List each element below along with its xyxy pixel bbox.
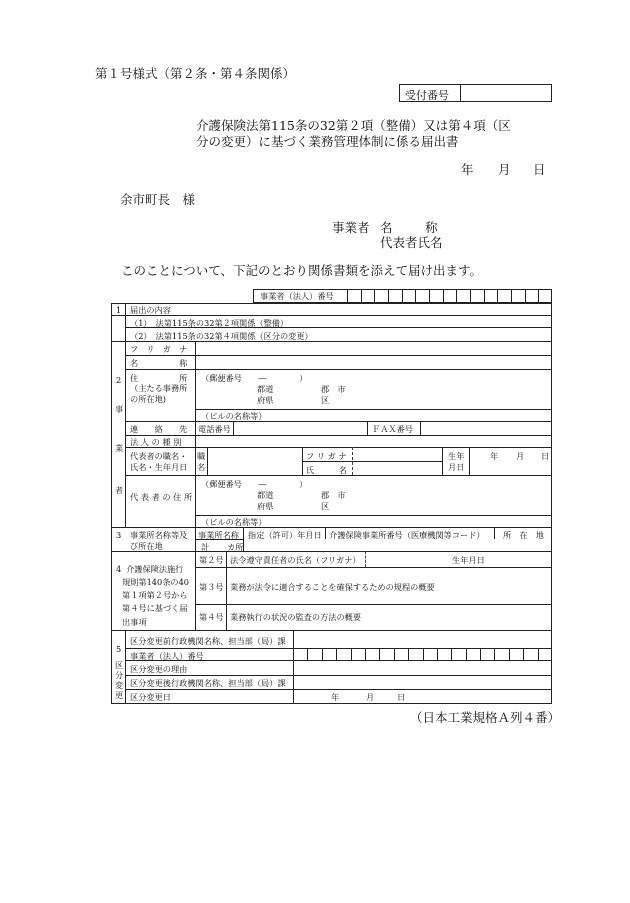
s2-gunshi: 郡 市 bbox=[321, 384, 346, 394]
s1-number: 1 bbox=[116, 305, 122, 315]
s2-corp-type-field[interactable] bbox=[196, 436, 551, 447]
digit-cell[interactable] bbox=[480, 648, 494, 660]
s2-side-3: 者 bbox=[115, 485, 124, 495]
digit-cell[interactable] bbox=[347, 289, 361, 303]
representative-label: 代表者氏名 bbox=[380, 235, 443, 250]
digit-cell[interactable] bbox=[293, 648, 307, 660]
digit-cell[interactable] bbox=[523, 648, 537, 660]
digit-cell[interactable] bbox=[470, 289, 484, 303]
digit-cell[interactable] bbox=[336, 648, 350, 660]
s2-postal[interactable]: （郵便番号 ― ） bbox=[201, 373, 308, 383]
receipt-number-label: 受付番号 bbox=[405, 89, 449, 102]
s2-name: 名 称 bbox=[130, 358, 188, 368]
operator-name-label-1: 名 bbox=[380, 220, 393, 235]
s3-designation-date: 指定（許可）年月日 bbox=[248, 530, 322, 540]
addressee: 余市町長 様 bbox=[120, 192, 196, 207]
s2-rep-postal[interactable]: （郵便番号 ― ） bbox=[201, 479, 308, 489]
s2-rep-furigana-field[interactable] bbox=[353, 448, 442, 461]
intro-text: このことについて、下記のとおり関係書類を添えて届け出ます。 bbox=[121, 263, 483, 278]
title-line-1: 介護保険法第115条の32第２項（整備）又は第４項（区 bbox=[196, 118, 511, 133]
digit-cell[interactable] bbox=[365, 648, 379, 660]
paper-standard: （日本工業規格Ａ列４番） bbox=[410, 710, 561, 725]
s4-label-3: 第１項第２号から bbox=[122, 590, 188, 600]
operator-name-label-2: 称 bbox=[425, 220, 438, 235]
s2-side-1: 事 bbox=[115, 404, 124, 414]
digit-cell[interactable] bbox=[494, 648, 508, 660]
s2-rep-name-field[interactable] bbox=[353, 462, 442, 475]
s5-date-year: 年 bbox=[331, 692, 340, 702]
s2-side-2: 業 bbox=[115, 443, 124, 453]
s3-location: 所 在 地 bbox=[503, 530, 544, 540]
s5-date-day: 日 bbox=[397, 692, 406, 702]
s3-label-l1: 事業所名称等及 bbox=[130, 530, 188, 540]
s2-birth-2: 月日 bbox=[448, 462, 465, 472]
s3-total-1: 計 bbox=[201, 542, 210, 552]
s5-side-1: 区 bbox=[115, 660, 124, 670]
digit-cell[interactable] bbox=[484, 289, 498, 303]
s5-row-4: 区分変更後行政機関名称、担当部（局）課 bbox=[130, 678, 286, 688]
title-line-2: 分の変更）に基づく業務管理体制に係る届出書 bbox=[196, 134, 459, 149]
s5-side-3: 変 bbox=[115, 680, 124, 690]
s4-label-4: 第４号に基づく届 bbox=[122, 603, 188, 613]
s2-rep-l1: 代表者の職名・ bbox=[130, 451, 188, 461]
s4-birth: 生年月日 bbox=[452, 555, 485, 565]
s2-building[interactable]: （ビルの名称等） bbox=[201, 411, 267, 421]
s4-label-5: 出事項 bbox=[122, 617, 147, 627]
s2-title-k2: 名 bbox=[197, 462, 206, 472]
s2-todo: 都道 bbox=[257, 384, 274, 394]
s2-birth-1: 生年 bbox=[448, 451, 465, 461]
digit-cell[interactable] bbox=[423, 648, 437, 660]
date-year: 年 bbox=[461, 162, 474, 177]
s2-phone-label: 電話番号 bbox=[198, 424, 231, 434]
s5-row-1: 区分変更前行政機関名称、担当部（局）課 bbox=[130, 636, 286, 646]
digit-cell[interactable] bbox=[525, 289, 539, 303]
s2-birth-month: 月 bbox=[516, 451, 525, 461]
s1-title: 届出の内容 bbox=[130, 305, 171, 315]
s2-number: 2 bbox=[116, 375, 122, 385]
digit-cell[interactable] bbox=[351, 648, 365, 660]
digit-cell[interactable] bbox=[429, 289, 443, 303]
s2-name-field[interactable] bbox=[196, 356, 551, 369]
s5-row-2: 事業者（法人）番号 bbox=[130, 651, 204, 661]
s3-number: 3 bbox=[116, 530, 122, 540]
s2-rep-address: 代 表 者 の 住 所 bbox=[130, 492, 193, 502]
digit-cell[interactable] bbox=[307, 648, 321, 660]
s2-fax-label: ＦＡＸ番号 bbox=[372, 424, 413, 434]
digit-cell[interactable] bbox=[538, 289, 552, 303]
s2-birth-year: 年 bbox=[490, 451, 499, 461]
digit-cell[interactable] bbox=[374, 289, 388, 303]
s2-fuken: 府県 bbox=[257, 395, 274, 405]
s5-number: 5 bbox=[116, 644, 122, 654]
s2-ku: 区 bbox=[321, 395, 330, 405]
s2-address-l3: の所在地) bbox=[130, 394, 166, 404]
s5-date-month: 月 bbox=[366, 692, 375, 702]
digit-cell[interactable] bbox=[511, 289, 525, 303]
s2-rep-gunshi: 郡 市 bbox=[321, 490, 346, 500]
digit-cell[interactable] bbox=[538, 648, 552, 660]
s5-side-2: 分 bbox=[115, 670, 124, 680]
digit-cell[interactable] bbox=[361, 289, 375, 303]
digit-cell[interactable] bbox=[379, 648, 393, 660]
s2-fax-field[interactable] bbox=[421, 422, 551, 435]
s5-side-4: 更 bbox=[115, 690, 124, 700]
s4-label-2: 規則第140条の40 bbox=[122, 577, 189, 587]
digit-cell[interactable] bbox=[322, 648, 336, 660]
s2-furigana-field[interactable] bbox=[196, 342, 551, 355]
digit-cell[interactable] bbox=[402, 289, 416, 303]
operator-number-label: 事業者（法人）番号 bbox=[260, 291, 334, 301]
s1-item-2[interactable]: （2） 法第115条の32第４項関係（区分の変更） bbox=[130, 331, 313, 341]
s3-total-2: カ所 bbox=[227, 542, 244, 552]
s2-furigana: フ リ ガ ナ bbox=[130, 344, 188, 354]
digit-cell[interactable] bbox=[408, 648, 422, 660]
s4-number: 4 bbox=[116, 564, 122, 574]
date-month: 月 bbox=[498, 162, 511, 177]
s4-no3-text: 業務が法令に適合することを確保するための規程の概要 bbox=[230, 582, 435, 592]
digit-cell[interactable] bbox=[456, 289, 470, 303]
s4-compliance: 法令遵守責任者の氏名（フリガナ） bbox=[230, 555, 361, 565]
s2-rep-todo: 都道 bbox=[257, 490, 274, 500]
s1-item-1[interactable]: （1） 法第115条の32第２項関係（整備） bbox=[130, 318, 289, 328]
s4-no2: 第２号 bbox=[199, 555, 224, 565]
digit-cell[interactable] bbox=[388, 289, 402, 303]
s4-label-1: 介護保険法施行 bbox=[126, 564, 184, 574]
digit-cell[interactable] bbox=[497, 289, 511, 303]
s2-contact: 連 絡 先 bbox=[130, 424, 188, 434]
s3-office-number: 介護保険事業所番号（医療機関等コード） bbox=[329, 530, 485, 540]
digit-cell[interactable] bbox=[466, 648, 480, 660]
operator-label: 事業者 bbox=[332, 220, 370, 235]
s5-row-5: 区分変更日 bbox=[130, 692, 171, 702]
s3-office-name: 事業所名称 bbox=[198, 530, 239, 540]
digit-cell[interactable] bbox=[443, 289, 457, 303]
digit-cell[interactable] bbox=[415, 289, 429, 303]
s2-rep-name: 氏 名 bbox=[306, 465, 347, 475]
s2-rep-furigana: フ リ ガ ナ bbox=[306, 451, 347, 461]
s2-title-k1: 職 bbox=[197, 451, 206, 461]
digit-cell[interactable] bbox=[394, 648, 408, 660]
s4-no4: 第４号 bbox=[199, 612, 224, 622]
s4-no3: 第３号 bbox=[199, 582, 224, 592]
s2-rep-building[interactable]: （ビルの名称等） bbox=[201, 517, 267, 527]
s2-rep-ku: 区 bbox=[321, 501, 330, 511]
s2-birth-day: 日 bbox=[541, 451, 550, 461]
s2-address-l2: （主たる事務所 bbox=[130, 383, 188, 393]
s2-address-l1: 住 所 bbox=[130, 373, 188, 383]
digit-cell[interactable] bbox=[437, 648, 451, 660]
s5-row-3: 区分変更の理由 bbox=[130, 664, 188, 674]
s3-label-l2: び所在地 bbox=[130, 541, 163, 551]
s2-phone-field[interactable] bbox=[234, 422, 367, 435]
digit-cell[interactable] bbox=[451, 648, 465, 660]
s2-corp-type: 法 人 の 種 別 bbox=[130, 437, 182, 447]
s2-rep-fuken: 府県 bbox=[257, 501, 274, 511]
form-number: 第１号様式（第２条・第４条関係） bbox=[95, 66, 296, 81]
s4-no4-text: 業務執行の状況の監査の方法の概要 bbox=[230, 612, 362, 622]
digit-cell[interactable] bbox=[509, 648, 523, 660]
date-day: 日 bbox=[533, 162, 546, 177]
s2-rep-l2: 氏名・生年月日 bbox=[130, 462, 188, 472]
